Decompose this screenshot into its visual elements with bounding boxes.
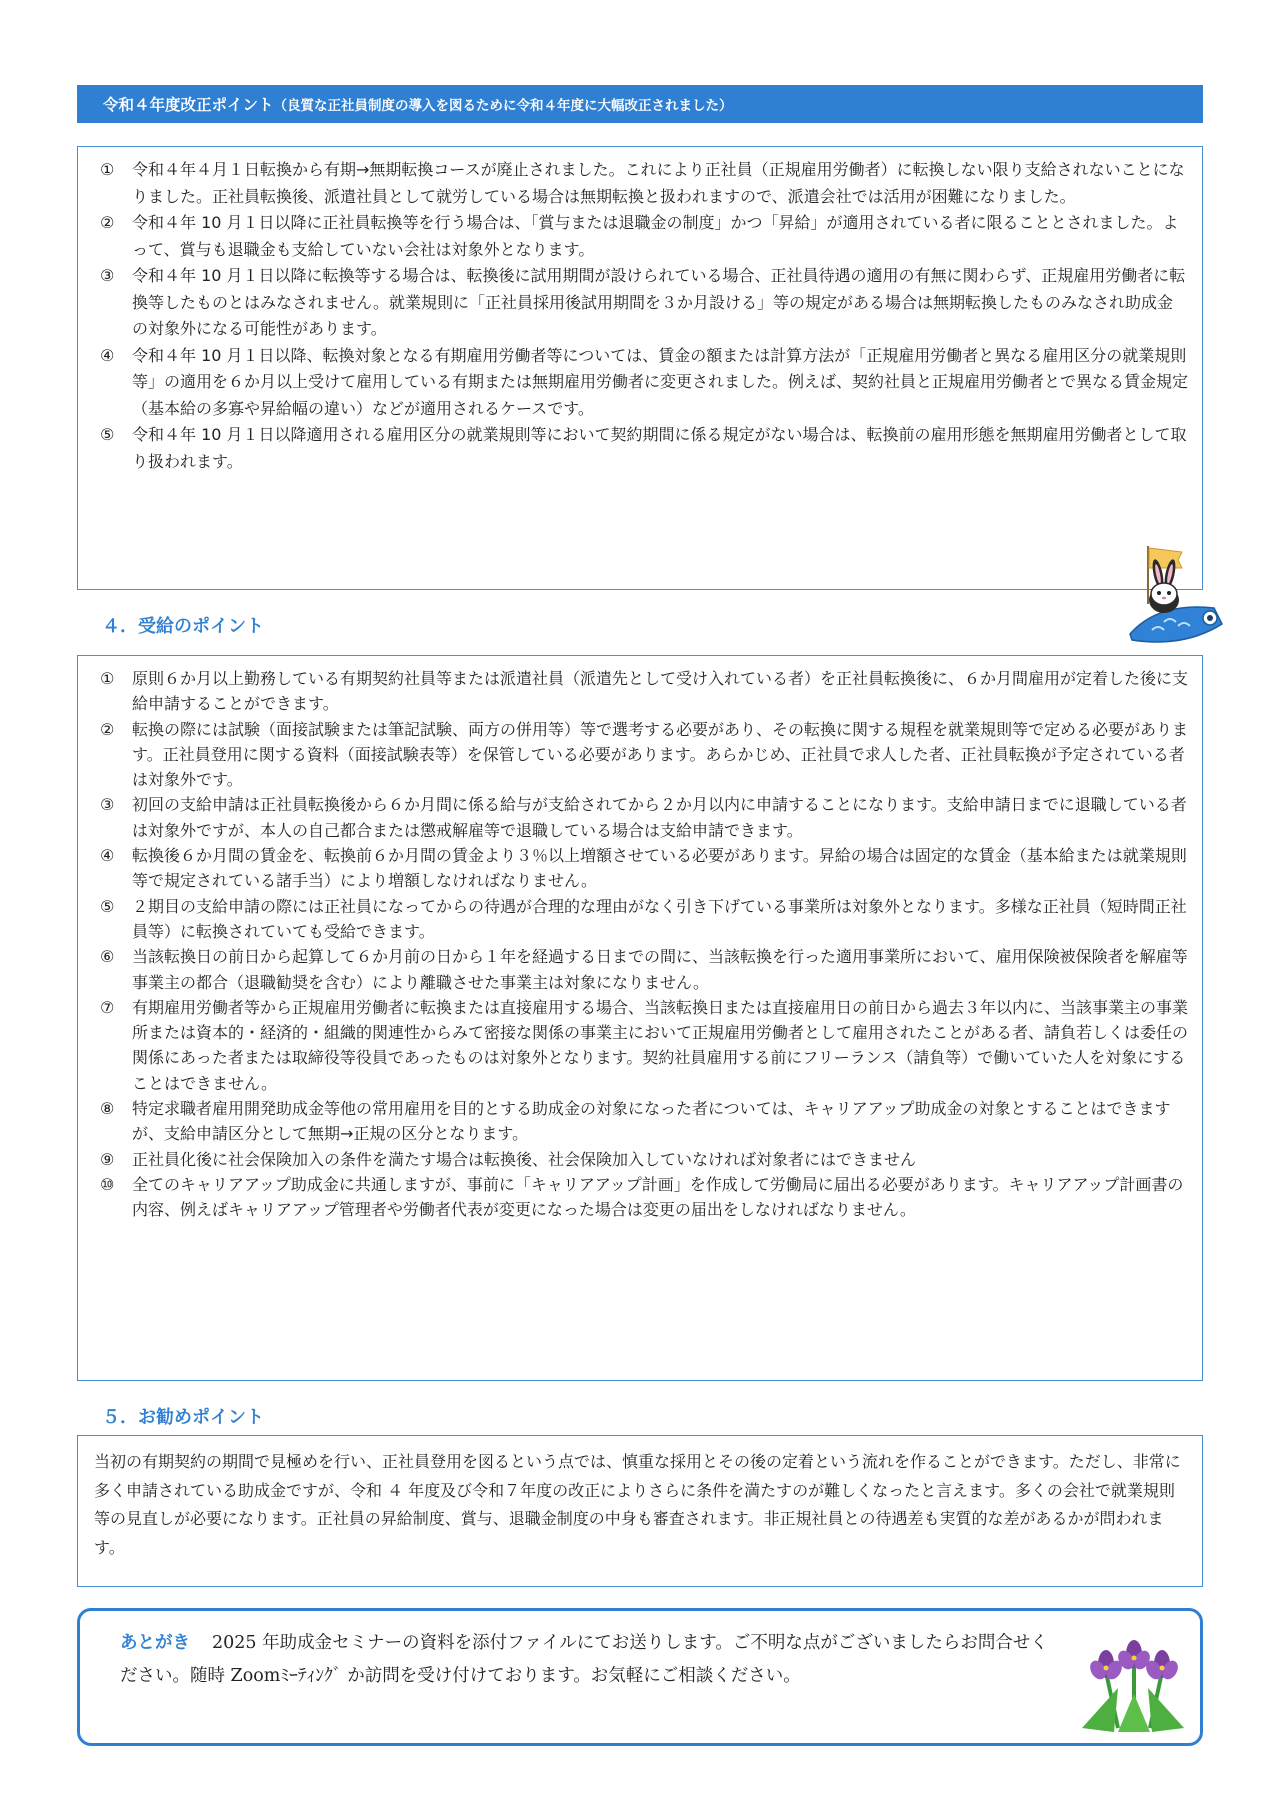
list-item — [92, 157, 1188, 210]
iris-flower-illustration — [1078, 1628, 1188, 1738]
item-number: ② — [100, 719, 115, 739]
recommendation-box — [77, 1435, 1203, 1587]
item-number: ⑦ — [100, 997, 115, 1017]
reform-points-banner — [77, 85, 1203, 123]
banner-subtitle: （良質な正社員制度の導入を図るために令和４年度に大幅改正されました） — [273, 98, 733, 114]
item-number: ⑥ — [100, 947, 115, 967]
item-text: 令和４年４月１日転換から有期→無期転換コースが廃止されました。これにより正社員（正規雇用労働者）に転換しない限り支給されないことになりました。正社員転換後、派遣社員として就労している場合は無期転換と扱われますので、派遣会社では活用が困難になりました。 — [132, 160, 1185, 206]
list-item — [92, 792, 1188, 843]
list-item — [92, 1172, 1188, 1223]
eligibility-points-box — [77, 655, 1203, 1381]
section-5-heading: ５．お勧めポイント — [102, 1407, 264, 1428]
banner-title: 令和４年度改正ポイント — [103, 96, 274, 114]
item-number: ① — [100, 160, 115, 179]
item-text: 転換の際には試験（面接試験または筆記試験、両方の併用等）等で選考する必要があり、その転換に関する規程を就業規則等で定める必要があります。正社員登用に関する資料（面接試験表等）を保管している必要があります。あらかじめ、正社員で求人した者、正社員転換が予定されている者は対象外です。 — [132, 719, 1189, 790]
item-number: ⑨ — [100, 1149, 115, 1169]
item-text: 原則６か月以上勤務している有期契約社員等または派遣社員（派遣先として受け入れている者）を正社員転換後に、６か月間雇用が定着した後に支給申請することができます。 — [132, 669, 1189, 714]
item-text: 全てのキャリアアップ助成金に共通しますが、事前に「キャリアアップ計画」を作成して労働局に届出る必要があります。キャリアアップ計画書の内容、例えばキャリアアップ管理者や労働者代表が変更になった場合は変更の届出をしなければなりません。 — [132, 1174, 1184, 1220]
afterword-label: あとがき — [120, 1633, 190, 1653]
list-item — [92, 843, 1188, 894]
recommendation-text: 当初の有期契約の期間で見極めを行い、正社員登用を図るという点では、慎重な採用とその後の定着という流れを作ることができます。ただし、非常に多く申請されている助成金ですが、令和 ４ 年度及び令和７年度の改正によりさらに条件を満たすのが難しくなったと言えます。多くの会社で就業規則等の見直しが必要になります。正社員の昇給制度、賞与、退職金制度の中身も審査されます。非正規社員との待遇差も実質的な差があるかが問われます。 — [94, 1452, 1181, 1557]
item-number: ③ — [100, 795, 115, 815]
item-text: 令和４年 10 月１日以降適用される雇用区分の就業規則等において契約期間に係る規定がない場合は、転換前の雇用形態を無期雇用労働者として取り扱われます。 — [132, 425, 1187, 471]
list-item — [92, 343, 1188, 423]
item-text: ２期目の支給申請の際には正社員になってからの待遇が合理的な理由がなく引き下げている事業所は対象外となります。多様な正社員（短時間正社員等）に転換されていても受給できます。 — [132, 896, 1187, 941]
item-number: ① — [100, 669, 115, 688]
list-item — [92, 422, 1188, 475]
reform-points-box — [77, 146, 1203, 590]
list-item — [92, 210, 1188, 263]
afterword-text: 2025 年助成金セミナーの資料を添付ファイルにてお送りします。ご不明な点がございましたらお問合せください。随時 Zoomﾐｰﾃｨﾝｸﾞ か訪問を受け付けております。お気軽にご相談ください。 — [120, 1633, 1048, 1686]
item-number: ③ — [100, 266, 115, 285]
item-text: 特定求職者雇用開発助成金等他の常用雇用を目的とする助成金の対象になった者については、キャリアアップ助成金の対象とすることはできますが、支給申請区分として無期→正規の区分となります。 — [132, 1099, 1171, 1144]
item-number: ⑩ — [100, 1174, 115, 1194]
item-number: ⑤ — [100, 425, 115, 444]
item-number: ② — [100, 213, 115, 232]
list-item — [92, 944, 1188, 995]
rabbit-koinobori-illustration — [1118, 538, 1226, 646]
item-text: 初回の支給申請は正社員転換後から６か月間に係る給与が支給されてから２か月以内に申請することになります。支給申請日までに退職している者は対象外ですが、本人の自己都合または懲戒解雇等で退職している場合は支給申請できます。 — [132, 795, 1187, 840]
item-text: 令和４年 10 月１日以降に正社員転換等を行う場合は、「賞与または退職金の制度」かつ「昇給」が適用されている者に限ることとされました。よって、賞与も退職金も支給していない会社は対象外となります。 — [132, 213, 1179, 259]
item-number: ⑤ — [100, 896, 115, 916]
list-item — [92, 995, 1188, 1096]
item-number: ④ — [100, 345, 115, 365]
list-item — [92, 263, 1188, 343]
item-number: ⑧ — [100, 1099, 115, 1119]
list-item — [92, 894, 1188, 945]
item-text: 令和４年 10 月１日以降、転換対象となる有期雇用労働者等については、賃金の額または計算方法が「正規雇用労働者と異なる雇用区分の就業規則等」の適用を６か月以上受けて雇用している有期または無期雇用労働者に変更されました。例えば、契約社員と正規雇用労働者とで異なる賃金規定（基本給の多寡や昇給幅の違い）などが適用されるケースです。 — [132, 345, 1189, 418]
item-text: 正社員化後に社会保険加入の条件を満たす場合は転換後、社会保険加入していなければ対象者にはできません — [132, 1149, 917, 1169]
list-item — [92, 717, 1188, 793]
list-item — [92, 1096, 1188, 1147]
item-number: ④ — [100, 846, 115, 866]
list-item — [92, 1147, 1188, 1172]
item-text: 令和４年 10 月１日以降に転換等する場合は、転換後に試用期間が設けられている場合、正社員待遇の適用の有無に関わらず、正規雇用労働者に転換等したものとはみなされません。就業規則に「正社員採用後試用期間を３か月設ける」等の規定がある場合は無期転換したものみなされ助成金の対象外になる可能性があります。 — [132, 266, 1186, 338]
list-item — [92, 666, 1188, 717]
item-text: 有期雇用労働者等から正規雇用労働者に転換または直接雇用する場合、当該転換日または直接雇用日の前日から過去３年以内に、当該事業主の事業所または資本的・経済的・組織的関連性からみて密接な関係の事業主において正規雇用労働者として雇用されたことがある者、請負若しくは委任の関係にあった者または取締役等役員であったものは対象外となります。契約社員雇用する前にフリーランス（請負等）で働いていた人を対象にすることはできません。 — [132, 997, 1189, 1093]
afterword-box — [77, 1608, 1203, 1746]
item-text: 転換後６か月間の賃金を、転換前６か月間の賃金より３％以上増額させている必要があります。昇給の場合は固定的な賃金（基本給または就業規則等で規定されている諸手当）により増額しなければなりません。 — [132, 846, 1187, 891]
section-4-heading: ４．受給のポイント — [102, 616, 264, 637]
item-text: 当該転換日の前日から起算して６か月前の日から１年を経過する日までの間に、当該転換を行った適用事業所において、雇用保険被保険者を解雇等事業主の都合（退職勧奨を含む）により離職させた事業主は対象になりません。 — [132, 947, 1188, 992]
